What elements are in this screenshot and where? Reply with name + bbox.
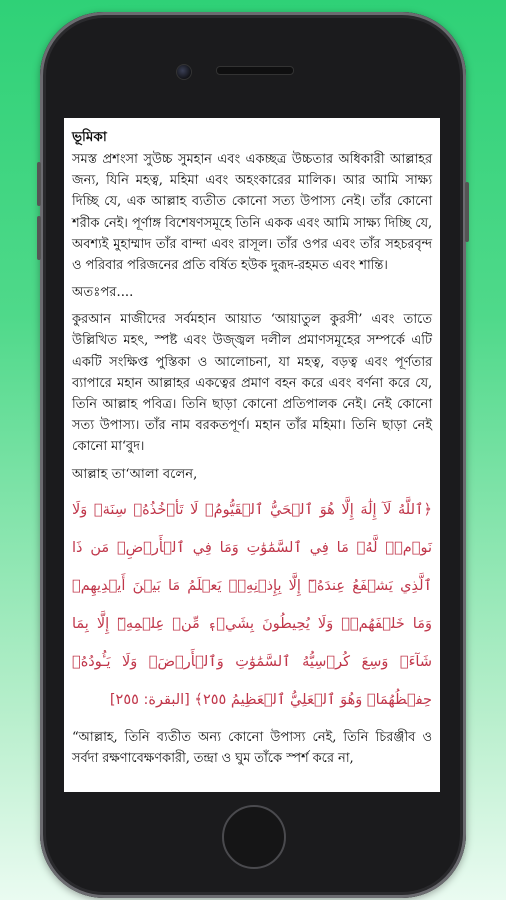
article-heading: ভূমিকা [72, 129, 107, 145]
volume-up-button [37, 162, 41, 206]
front-camera-icon [176, 64, 192, 80]
earpiece-speaker [216, 66, 294, 75]
phone-frame [40, 12, 466, 898]
translation-paragraph: “আল্লাহ, তিনি ব্যতীত অন্য কোনো উপাস্য নেই, তিনি চিরঞ্জীব ও সর্বদা রক্ষণাবেক্ষণকারী, তন্দ্রা ও ঘুম তাঁকে স্পর্শ করে না, [72, 729, 432, 766]
phone-screen[interactable] [64, 118, 440, 792]
description-paragraph: কুরআন মাজীদের সর্বমহান আয়াত ‘আয়াতুল কুরসী’ এবং তাতে উল্লিখিত মহৎ, স্পষ্ট এবং উজ্জ্বল দলীল প্রমাণসমূহের সম্পর্কে এটি একটি সংক্ষিপ্ত পুস্তিকা ও আলোচনা, যা মহত্ব, বড়ত্ব এবং পূর্ণতার ব্যাপারে মহান আল্লাহর একত্বের প্রমাণ বহন করে এবং বর্ণনা করে যে, তিনি আল্লাহ পবিত্র। তিনি ছাড়া কোনো প্রতিপালক নেই। নেই কোনো সত্য উপাস্য। তাঁর নাম বরকতপূর্ণ। মহান তাঁর মহিমা। তিনি ছাড়া নেই কোনো মা‘বুদ। [72, 312, 432, 455]
volume-down-button [37, 216, 41, 260]
article-content[interactable] [64, 118, 440, 769]
home-button-icon[interactable] [222, 805, 286, 869]
arabic-verse: ﴿ٱللَّهُ لَآ إِلَٰهَ إِلَّا هُوَ ٱلۡحَيُّ ٱلۡقَيُّومُۚ لَا تَأۡخُذُهُۥ سِنَةٞ وَلَا نَوۡمٞۚ لَّهُۥ مَا فِي ٱلسَّمَٰوَٰتِ وَمَا فِي ٱلۡأَرۡضِۗ مَن ذَا ٱلَّذِي يَشۡفَعُ عِندَهُۥٓ إِلَّا بِإِذۡنِهِۦۚ يَعۡلَمُ مَا بَيۡنَ أَيۡدِيهِمۡ وَمَا خَلۡفَهُمۡۖ وَلَا يُحِيطُونَ بِشَيۡءٖ مِّنۡ عِلۡمِهِۦٓ إِلَّا بِمَا شَآءَۚ وَسِعَ كُرۡسِيُّهُ ٱلسَّمَٰوَٰتِ وَٱلۡأَرۡضَۖ وَلَا يَـُٔودُهُۥ حِفۡظُهُمَاۚ وَهُوَ ٱلۡعَلِيُّ ٱلۡعَظِيمُ ٢٥٥﴾ [البقرة: ٢٥٥] [72, 501, 432, 708]
intro-paragraph: সমস্ত প্রশংসা সুউচ্চ সুমহান এবং একচ্ছত্র উচ্চতার অধিকারী আল্লাহর জন্য, যিনি মহত্ব, মহিমা এবং অহংকারের মালিক। আর আমি সাক্ষ্য দিচ্ছি যে, এক আল্লাহ ব্যতীত কোনো সত্য উপাস্য নেই। তাঁর কোনো শরীক নেই। পূর্ণাঙ্গ বিশেষণসমূহে তিনি একক এবং আমি সাক্ষ্য দিচ্ছি যে, অবশ্যই মুহাম্মাদ তাঁর বান্দা এবং রাসূল। তাঁর ওপর এবং তাঁর সহচরবৃন্দ ও পরিবার পরিজনের প্রতি বর্ষিত হউক দুরূদ-রহমত এবং শান্তি। [72, 152, 432, 274]
quote-intro: আল্লাহ তা‘আলা বলেন, [72, 466, 198, 482]
power-button [465, 182, 469, 242]
transition-text: অতঃপর.... [72, 285, 134, 301]
